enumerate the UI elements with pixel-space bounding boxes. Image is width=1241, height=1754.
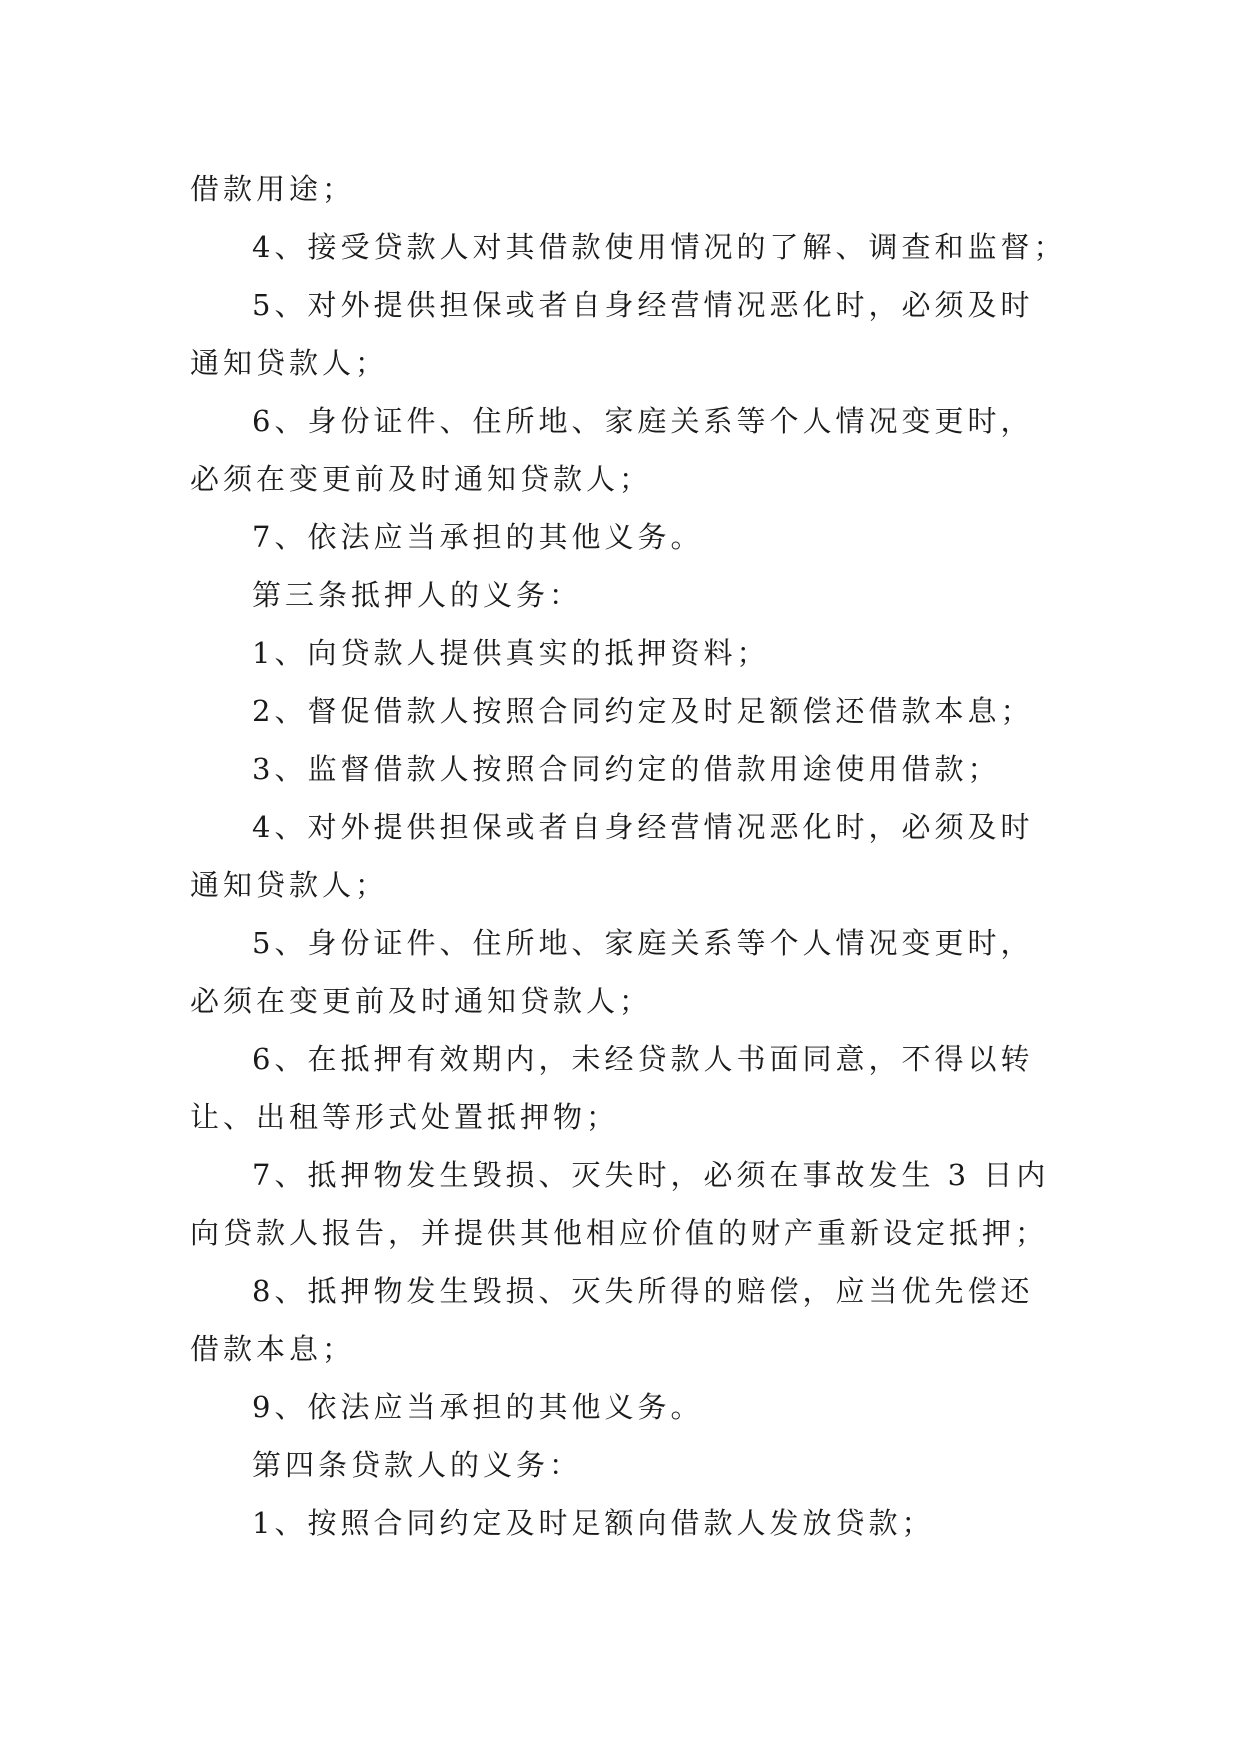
section-heading: 第四条贷款人的义务：: [252, 1448, 583, 1482]
text-line: 5、对外提供担保或者自身经营情况恶化时，必须及时: [252, 288, 1034, 322]
text-line: 6、在抵押有效期内，未经贷款人书面同意，不得以转: [252, 1042, 1034, 1076]
text-line: 8、抵押物发生毁损、灭失所得的赔偿，应当优先偿还: [252, 1274, 1034, 1308]
text-line: 2、督促借款人按照合同约定及时足额偿还借款本息；: [252, 694, 1034, 728]
text-line: 4、接受贷款人对其借款使用情况的了解、调查和监督；: [252, 230, 1067, 264]
document-body: [190, 160, 1070, 1552]
text-line: 借款用途；: [190, 172, 356, 206]
text-line: 让、出租等形式处置抵押物；: [190, 1100, 620, 1134]
text-line: 通知贷款人；: [190, 346, 389, 380]
text-line: 3、监督借款人按照合同约定的借款用途使用借款；: [252, 752, 1001, 786]
text-line: 通知贷款人；: [190, 868, 389, 902]
text-line: 5、身份证件、住所地、家庭关系等个人情况变更时，: [252, 926, 1034, 960]
text-line: 必须在变更前及时通知贷款人；: [190, 462, 653, 496]
text-line: 7、依法应当承担的其他义务。: [252, 520, 704, 554]
text-line: 1、向贷款人提供真实的抵押资料；: [252, 636, 770, 670]
text-line: 4、对外提供担保或者自身经营情况恶化时，必须及时: [252, 810, 1034, 844]
text-line: 6、身份证件、住所地、家庭关系等个人情况变更时，: [252, 404, 1034, 438]
section-heading: 第三条抵押人的义务：: [252, 578, 583, 612]
text-line: 1、按照合同约定及时足额向借款人发放贷款；: [252, 1506, 935, 1540]
text-line: 9、依法应当承担的其他义务。: [252, 1390, 704, 1424]
text-line: 必须在变更前及时通知贷款人；: [190, 984, 653, 1018]
text-line: 借款本息；: [190, 1332, 356, 1366]
text-line: 7、抵押物发生毁损、灭失时，必须在事故发生 3 日内: [252, 1158, 1050, 1192]
text-line: 向贷款人报告，并提供其他相应价值的财产重新设定抵押；: [190, 1216, 1049, 1250]
